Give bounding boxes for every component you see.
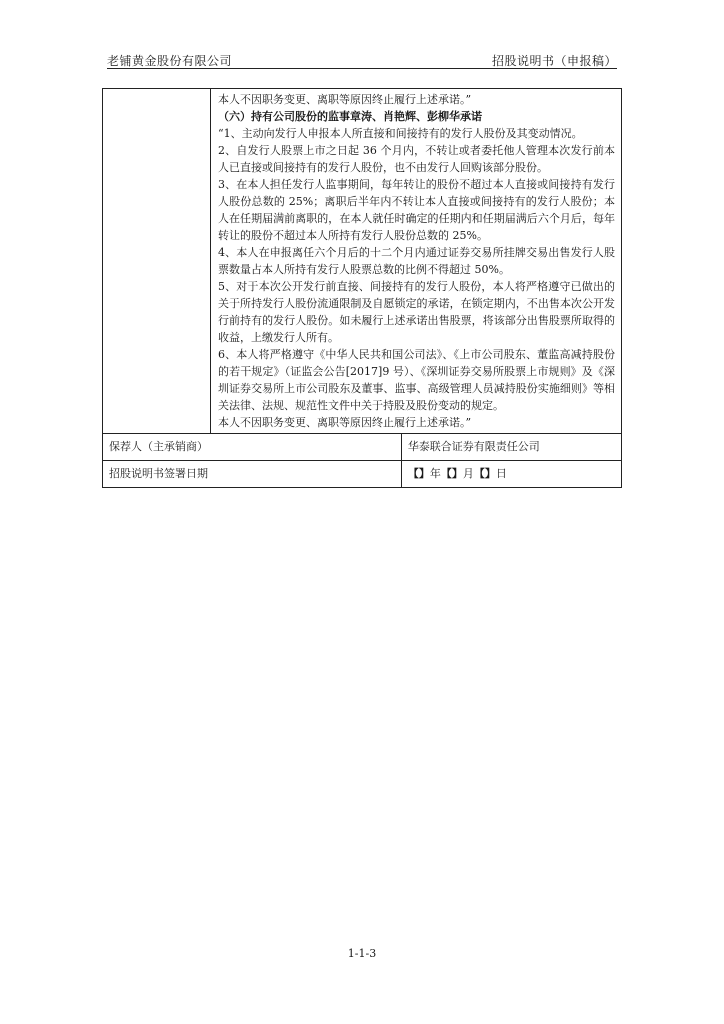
bracket-close: 】 <box>451 467 463 480</box>
bracket-close: 】 <box>484 467 496 480</box>
page-header <box>107 50 617 69</box>
sponsor-label: 保荐人（主承销商） <box>103 434 402 461</box>
commitment-content <box>211 89 621 433</box>
commitment-paragraph: “1、主动向发行人申报本人所直接和间接持有的发行人股份及其变动情况。 <box>218 127 583 140</box>
sponsor-row <box>103 434 622 461</box>
commitment-label-cell <box>103 89 211 434</box>
info-table <box>102 88 622 488</box>
commitment-row <box>103 89 622 434</box>
document-title: 招股说明书（申报稿） <box>491 54 617 68</box>
signing-date-label: 招股说明书签署日期 <box>103 461 402 488</box>
commitment-paragraph: 2、自发行人股票上市之日起 36 个月内，不转让或者委托他人管理本次发行前本人已直接或间接持有的发行人股份，也不由发行人回购该部分股份。 <box>218 144 615 174</box>
commitment-paragraph: 6、本人将严格遵守《中华人民共和国公司法》、《上市公司股东、董监高减持股份的若干规定》（证监会公告[2017]9 号）、《深圳证券交易所股票上市规则》及《深圳证券交易所上市公司股东及董事、监事、高级管理人员减持股份实施细则》等相关法律、法规、规范性文件中关于持股及股份变动的规定。 <box>218 348 615 412</box>
commitment-paragraph: 4、本人在申报离任六个月后的十二个月内通过证券交易所挂牌交易出售发行人股票数量占本人所持有发行人股票总数的比例不得超过 50%。 <box>218 246 615 276</box>
commitment-content-cell <box>211 89 622 434</box>
bracket-close: 】 <box>418 467 430 480</box>
company-name: 老铺黄金股份有限公司 <box>107 54 233 68</box>
commitment-paragraph: 3、在本人担任发行人监事期间，每年转让的股份不超过本人直接或间接持有发行人股份总数的 25%；离职后半年内不转让本人直接或间接持有的发行人股份；本人在任期届满前离职的，在本人就任时确定的任期内和任期届满后六个月后，每年转让的股份不超过本人所持有发行人股份总数的 25%。 <box>218 178 615 242</box>
day-label: 日 <box>495 467 507 480</box>
section-title: （六）持有公司股份的监事章涛、肖艳辉、彭柳华承诺 <box>218 110 482 123</box>
sponsor-value: 华泰联合证券有限责任公司 <box>401 434 621 461</box>
month-label: 月 <box>462 467 474 480</box>
signing-date-value <box>401 461 621 488</box>
commitment-paragraph: 5、对于本次公开发行前直接、间接持有的发行人股份，本人将严格遵守已做出的关于所持发行人股份流通限制及自愿锁定的承诺，在锁定期内，不出售本次公开发行前持有的发行人股份。如未履行上述承诺出售股票，将该部分出售股票所取得的收益，上缴发行人所有。 <box>218 280 615 344</box>
year-label: 年 <box>429 467 441 480</box>
commitment-closing-line: 本人不因职务变更、离职等原因终止履行上述承诺。” <box>218 416 472 429</box>
page-number: 1-1-3 <box>347 947 377 960</box>
signing-date-row <box>103 461 622 488</box>
commitment-lead-line: 本人不因职务变更、离职等原因终止履行上述承诺。” <box>218 93 472 106</box>
bracket-open: 【 <box>440 467 452 480</box>
bracket-open: 【 <box>407 467 419 480</box>
bracket-open: 【 <box>473 467 485 480</box>
